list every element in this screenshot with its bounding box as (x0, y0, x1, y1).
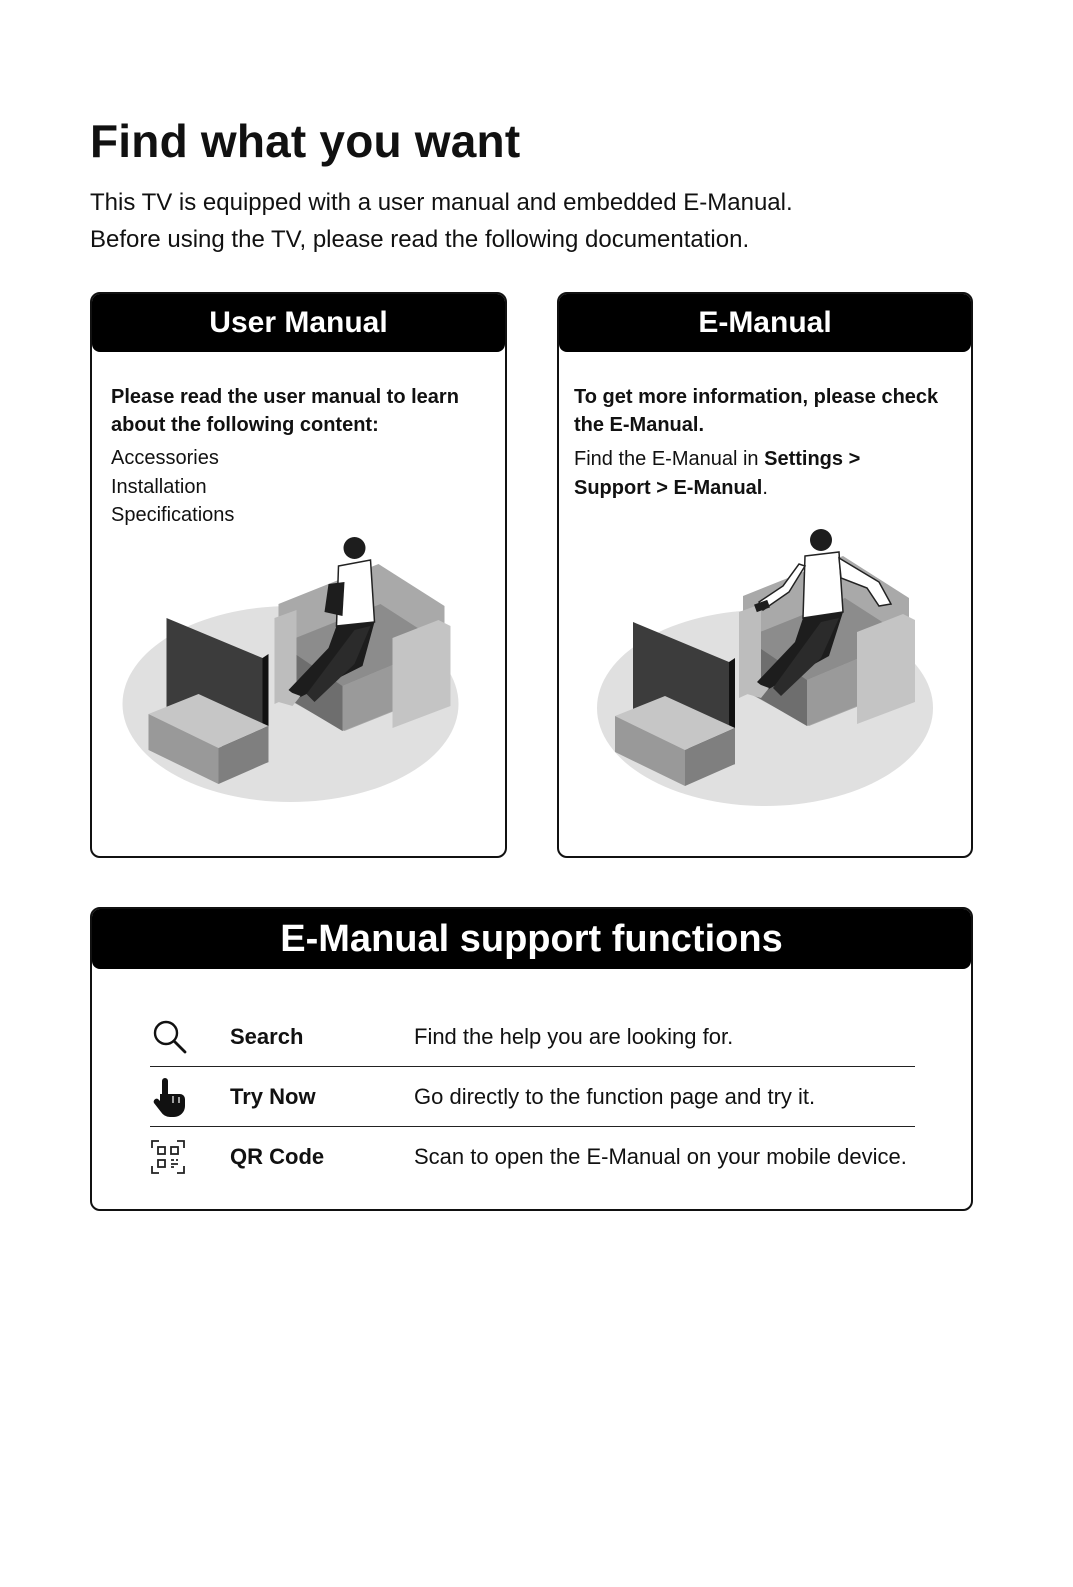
function-name: Search (230, 1024, 304, 1049)
page-title: Find what you want (90, 115, 521, 167)
e-manual-location-prefix: Find the E-Manual in (574, 448, 765, 470)
support-functions-list (150, 1007, 960, 1187)
topic-item: Installation (111, 475, 207, 498)
function-row-qr-code (150, 1127, 960, 1187)
function-description: Go directly to the function page and try it. (414, 1084, 816, 1109)
topic-item: Accessories (111, 447, 219, 469)
support-functions-header: E-Manual support functions (92, 909, 971, 969)
e-manual-settings-path: Settings > Support > E-Manual (574, 448, 861, 499)
intro-line-1: This TV is equipped with a user manual and embedded E-Manual. (90, 189, 793, 216)
support-functions-card (90, 907, 973, 1211)
user-manual-topics (111, 444, 505, 530)
intro-line-2: Before using the TV, please read the following documentation. (90, 226, 750, 253)
e-manual-lead: To get more information, please check the E-Manual. (574, 386, 939, 436)
intro-text (90, 184, 990, 258)
function-row-try-now (150, 1067, 960, 1127)
person-with-remote-illustration (559, 526, 971, 856)
person-reading-manual-illustration (92, 526, 505, 856)
e-manual-location-suffix: . (762, 476, 768, 499)
e-manual-card (557, 292, 973, 858)
function-name: QR Code (230, 1144, 325, 1169)
function-row-search (150, 1007, 960, 1067)
function-description: Find the help you are looking for. (414, 1024, 734, 1049)
search-icon (150, 1007, 230, 1067)
e-manual-header: E-Manual (559, 294, 971, 352)
function-description: Scan to open the E-Manual on your mobile device. (414, 1144, 907, 1169)
topic-item: Specifications (111, 504, 235, 526)
function-name: Try Now (230, 1084, 316, 1109)
user-manual-card (90, 292, 507, 858)
user-manual-header: User Manual (92, 294, 505, 352)
e-manual-location (574, 445, 894, 502)
user-manual-lead: Please read the user manual to learn about the following content: (111, 386, 459, 436)
pointing-hand-icon (150, 1067, 230, 1127)
qr-code-icon (150, 1127, 230, 1187)
